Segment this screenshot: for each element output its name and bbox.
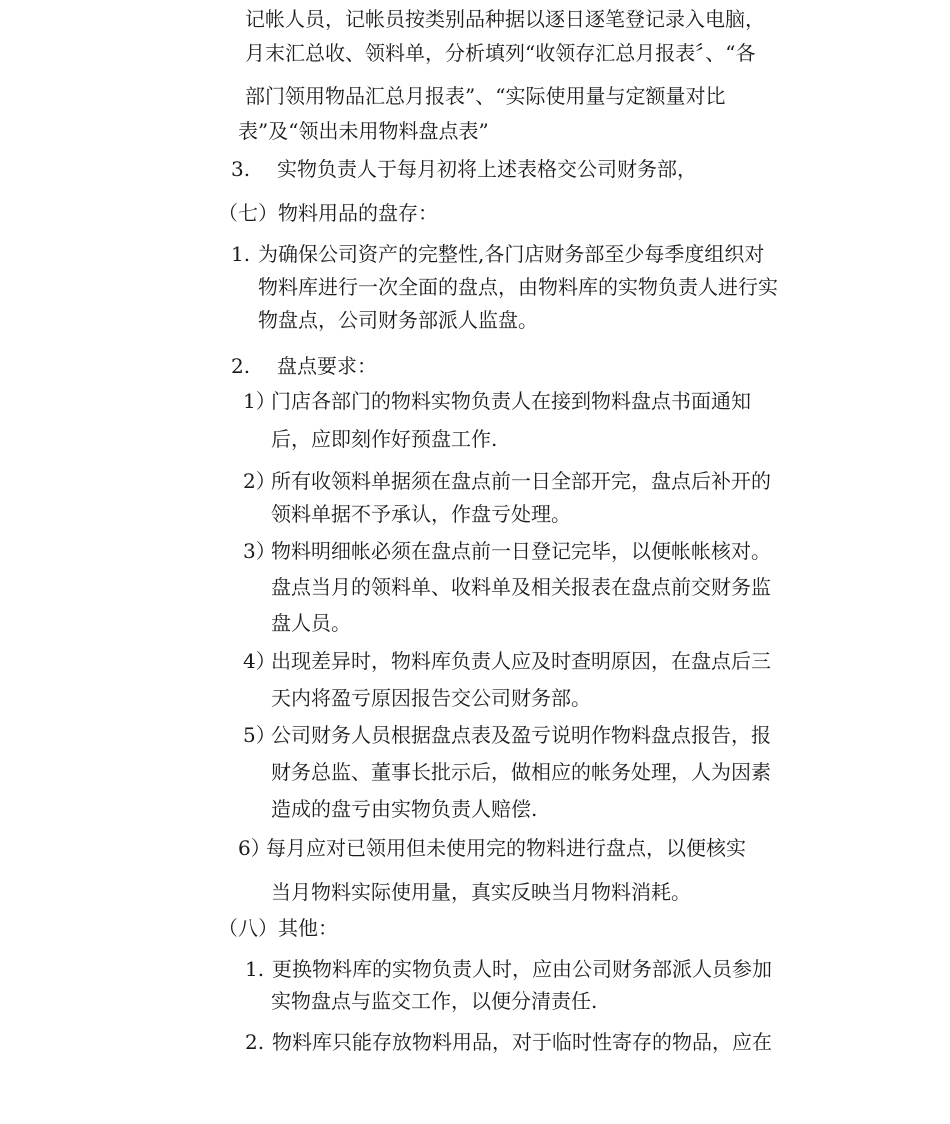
list-number: 2.: [231, 354, 251, 378]
list-number: 3）: [243, 539, 276, 563]
paragraph-line: 盘人员。: [271, 611, 351, 635]
list-item-text: 物料明细帐必须在盘点前一日登记完毕，以便帐帐核对。: [271, 539, 771, 563]
list-number: 1）: [243, 389, 276, 413]
section-heading: （七）物料用品的盘存：: [218, 201, 438, 225]
list-item-text: 物料库只能存放物料用品，对于临时性寄存的物品，应在: [272, 1030, 772, 1054]
paragraph-line: 盘点当月的领料单、收料单及相关报表在盘点前交财务监: [271, 575, 771, 599]
paragraph-line: 天内将盈亏原因报告交公司财务部。: [271, 686, 591, 710]
paragraph-line: 造成的盘亏由实物负责人赔偿.: [271, 797, 538, 821]
paragraph-line: 领料单据不予承认，作盘亏处理。: [271, 502, 571, 526]
list-item-text: 公司财务人员根据盘点表及盈亏说明作物料盘点报告，报: [271, 723, 771, 747]
list-item: [231, 354, 377, 378]
sub-list-item: [243, 539, 771, 563]
list-number: 2.: [245, 1030, 265, 1054]
paragraph-line: 实物盘点与监交工作，以便分清责任.: [271, 989, 598, 1013]
paragraph-line: 物料库进行一次全面的盘点，由物料库的实物负责人进行实: [258, 275, 778, 299]
paragraph-line: 表”及“领出未用物料盘点表”: [238, 119, 489, 143]
paragraph-line: 月末汇总收、领料单，分析填列“收领存汇总月报表〞、“各: [245, 41, 756, 65]
list-number: 4）: [243, 649, 276, 673]
list-number: 3.: [231, 157, 251, 181]
paragraph-line: 部门领用物品汇总月报表”、“实际使用量与定额量对比: [245, 84, 726, 108]
paragraph-line: 后，应即刻作好预盘工作.: [271, 427, 498, 451]
list-item-text: 盘点要求：: [277, 354, 377, 378]
sub-list-item: [243, 649, 771, 673]
list-item-text: 每月应对已领用但未使用完的物料进行盘点，以便核实: [266, 836, 746, 860]
list-item-text: 所有收领料单据须在盘点前一日全部开完，盘点后补开的: [271, 469, 771, 493]
paragraph-line: 财务总监、董事长批示后，做相应的帐务处理，人为因素: [271, 760, 771, 784]
list-number: 1.: [231, 242, 251, 266]
list-item-text: 更换物料库的实物负责人时，应由公司财务部派人员参加: [272, 957, 772, 981]
list-item: [231, 242, 764, 266]
list-item: [245, 957, 772, 981]
section-heading: （八）其他：: [218, 916, 338, 940]
sub-list-item: [243, 469, 771, 493]
list-number: 1.: [245, 957, 265, 981]
list-item-text: 实物负责人于每月初将上述表格交公司财务部，: [277, 157, 697, 181]
sub-list-item: [238, 836, 746, 860]
paragraph-line: 当月物料实际使用量，真实反映当月物料消耗。: [271, 880, 691, 904]
list-item: [231, 157, 697, 181]
list-item-text: 出现差异时，物料库负责人应及时查明原因，在盘点后三: [271, 649, 771, 673]
list-item-text: 为确保公司资产的完整性,各门店财务部至少每季度组织对: [258, 242, 765, 266]
paragraph-line: 物盘点，公司财务部派人监盘。: [258, 308, 538, 332]
list-number: 6）: [238, 836, 271, 860]
sub-list-item: [243, 723, 771, 747]
list-number: 2）: [243, 469, 276, 493]
sub-list-item: [243, 389, 751, 413]
list-number: 5）: [243, 723, 276, 747]
list-item-text: 门店各部门的物料实物负责人在接到物料盘点书面通知: [271, 389, 751, 413]
list-item: [245, 1030, 772, 1054]
paragraph-line: 记帐人员，记帐员按类别品种据以逐日逐笔登记录入电脑，: [245, 7, 765, 31]
